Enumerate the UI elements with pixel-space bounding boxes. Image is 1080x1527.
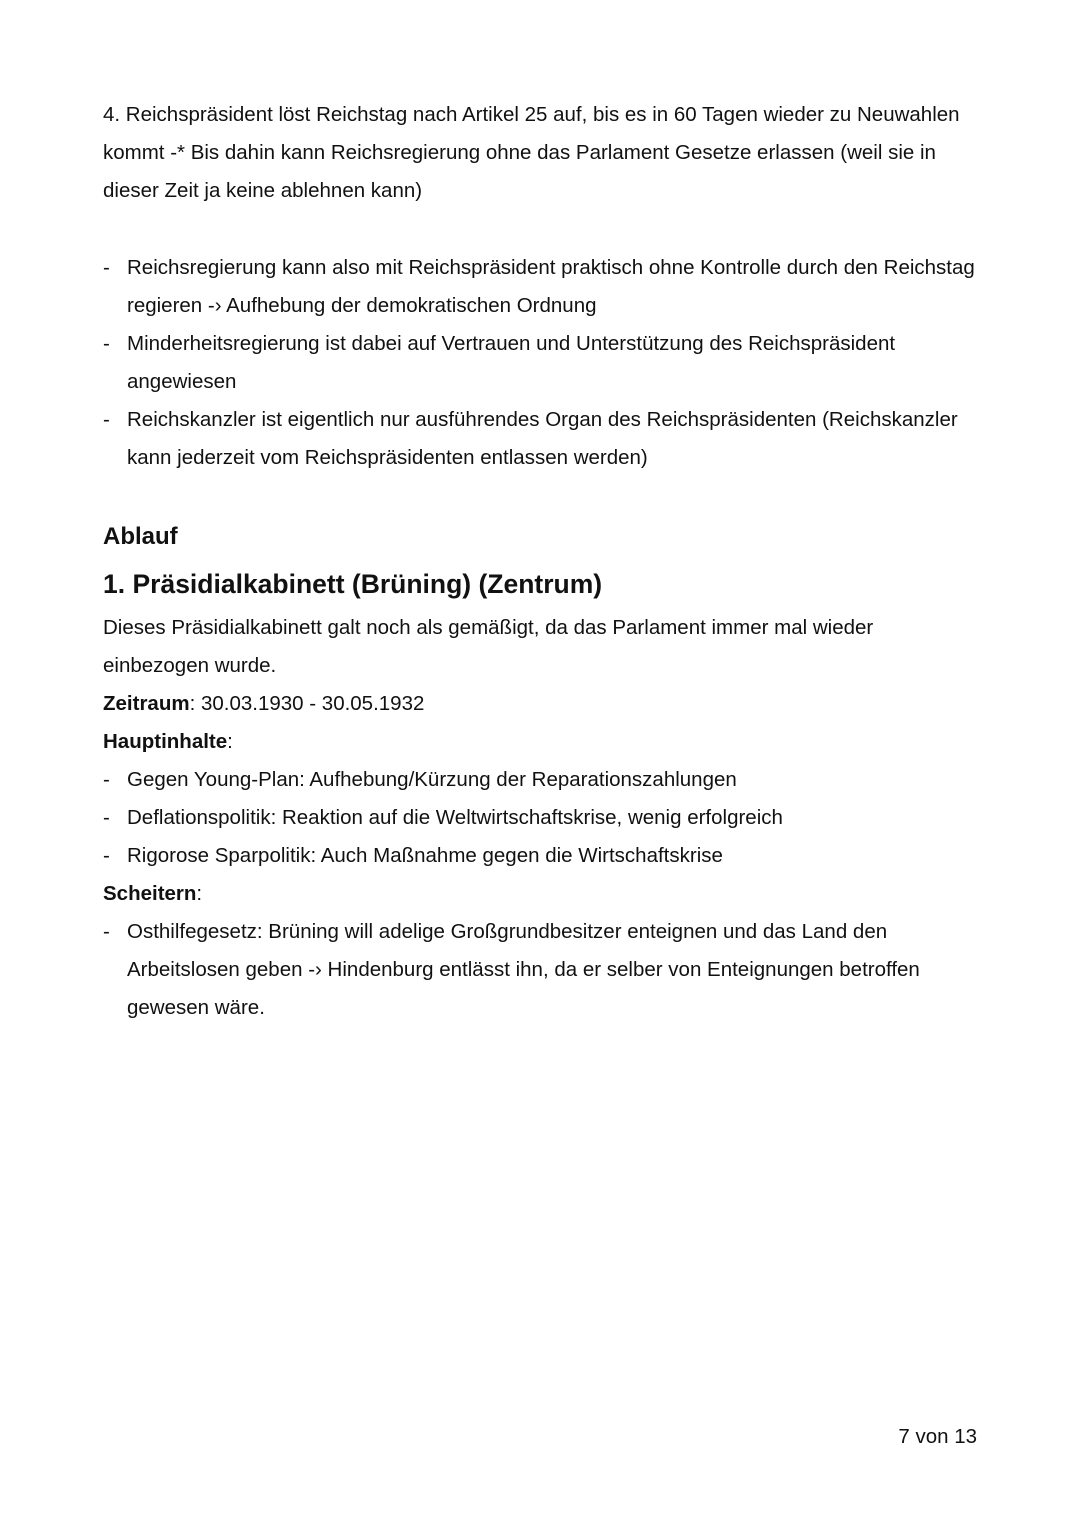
hauptinhalte-label: Hauptinhalte (103, 730, 228, 753)
list-item: - Rigorose Sparpolitik: Auch Maßnahme gegen die Wirtschaftskrise (103, 837, 983, 875)
scheitern-colon: : (196, 882, 203, 905)
list-item: - Gegen Young-Plan: Aufhebung/Kürzung der Reparationszahlungen (103, 761, 983, 799)
hauptinhalte-heading (103, 723, 983, 761)
scheitern-list (103, 913, 983, 1027)
list-item: - Reichskanzler ist eigentlich nur ausführendes Organ des Reichspräsidenten (Reichskanzler kann jederzeit vom Reichspräsidenten entlassen werden) (103, 401, 983, 477)
hauptinhalte-colon: : (227, 730, 233, 753)
zeitraum-line (103, 685, 983, 723)
section-description: Dieses Präsidialkabinett galt noch als gemäßigt, da das Parlament immer mal wieder einbezogen wurde. (103, 616, 874, 677)
list-item: - Minderheitsregierung ist dabei auf Vertrauen und Unterstützung des Reichspräsident angewiesen (103, 325, 983, 401)
list-item: - Deflationspolitik: Reaktion auf die Weltwirtschaftskrise, wenig erfolgreich (103, 799, 983, 837)
scheitern-label: Scheitern (103, 882, 197, 905)
list-item: - Osthilfegesetz: Brüning will adelige Großgrundbesitzer enteignen und das Land den Arbeitslosen geben -› Hindenburg entlässt ihn, da er selber von Enteignungen betroffen gewesen wäre. (103, 913, 983, 1027)
page-number: 7 von 13 (898, 1425, 977, 1448)
scheitern-heading (103, 875, 983, 913)
zeitraum-value: : 30.03.1930 - 30.05.1932 (189, 692, 425, 715)
document-page (103, 96, 983, 1027)
intro-paragraph: 4. Reichspräsident löst Reichstag nach Artikel 25 auf, bis es in 60 Tagen wieder zu Neuwahlen kommt -* Bis dahin kann Reichsregierung ohne das Parlament Gesetze erlassen (weil sie in dieser Zeit ja keine ablehnen kann) (103, 103, 960, 202)
list-item: - Reichsregierung kann also mit Reichspräsident praktisch ohne Kontrolle durch den Reichstag regieren -› Aufhebung der demokratischen Ordnung (103, 249, 983, 325)
consequences-list (103, 249, 983, 477)
zeitraum-label: Zeitraum (103, 692, 190, 715)
section-title: 1. Präsidialkabinett (Brüning) (Zentrum) (103, 569, 603, 599)
hauptinhalte-list (103, 761, 983, 875)
section-label: Ablauf (103, 523, 178, 550)
